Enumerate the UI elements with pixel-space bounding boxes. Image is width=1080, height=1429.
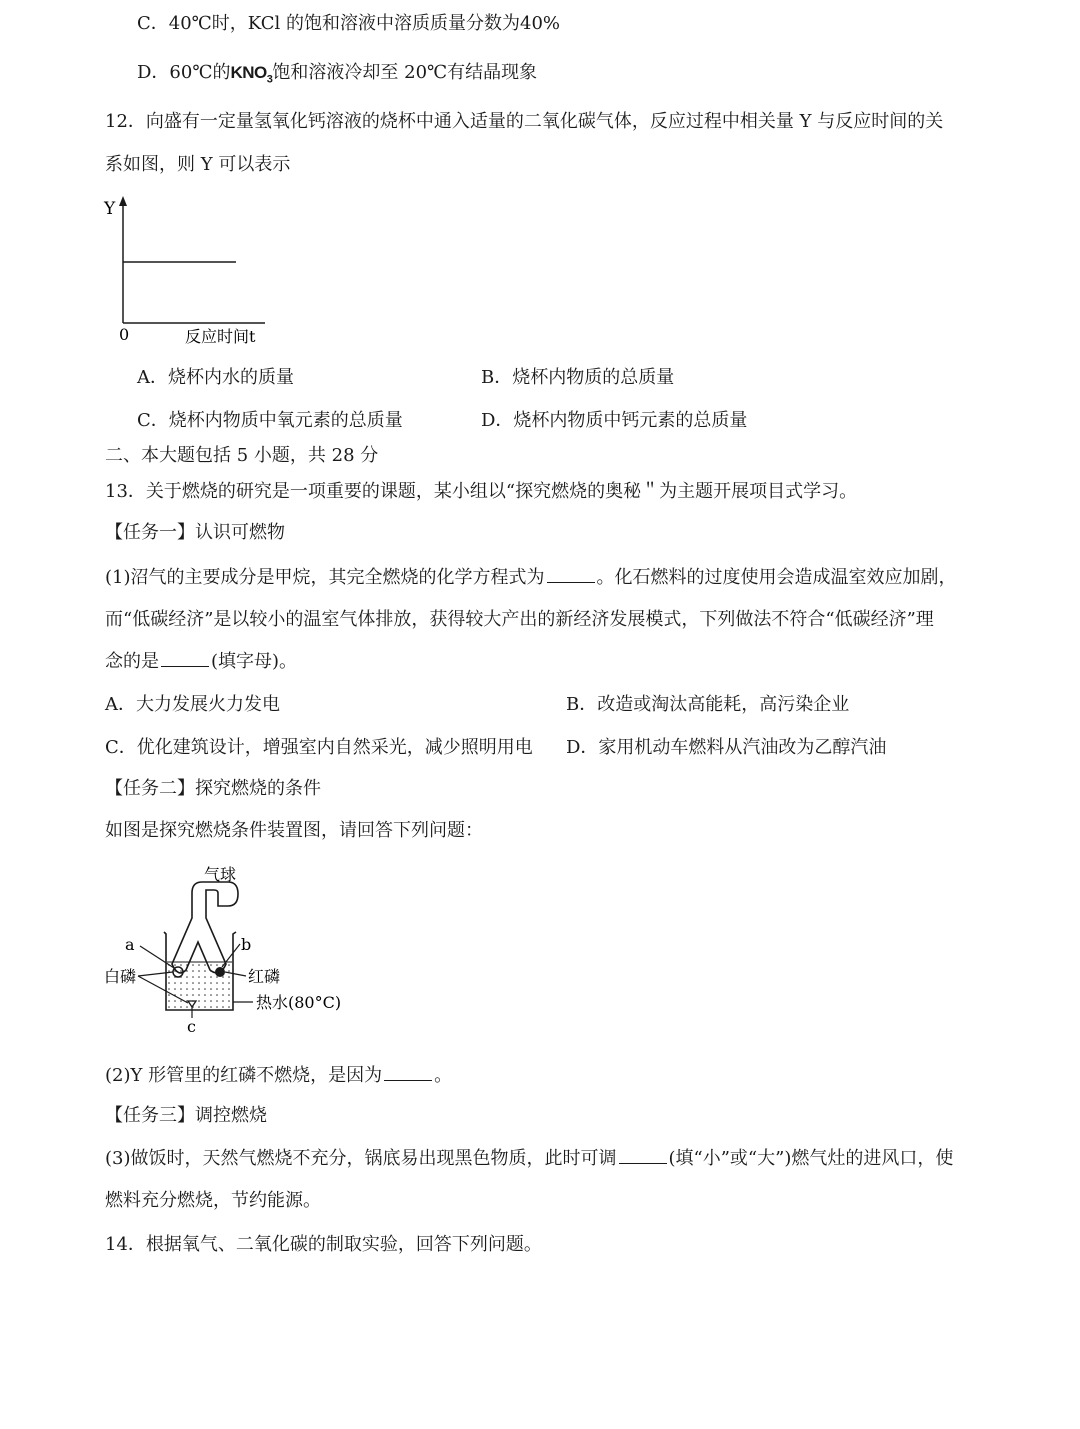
label-b: b [241,935,252,954]
answer-blank-inlet[interactable] [619,1147,667,1164]
label-c: c [187,1017,196,1036]
combustion-apparatus-diagram [100,860,360,1040]
q13-option-d: D．家用机动车燃料从汽油改为乙醇汽油 [566,737,887,758]
q11-option-d [137,61,537,91]
leader-a [140,946,174,968]
q13-part2-text-a: (2)Y 形管里的红磷不燃烧，是因为 [105,1065,383,1086]
graph-origin-label: 0 [119,325,130,344]
label-a: a [125,935,135,954]
q13-part1-line1 [105,566,957,590]
q12-stem-line2: 系如图，则 Y 可以表示 [105,154,291,175]
q13-part1-line3-a: 念的是 [105,651,159,672]
label-red-phosphorus: 红磷 [248,967,281,986]
q13-figure-intro: 如图是探究燃烧条件装置图，请回答下列问题： [105,820,483,841]
q12-stem-line1: 12．向盛有一定量氢氧化钙溶液的烧杯中通入适量的二氧化碳气体，反应过程中相关量 Y 与反应时间的关 [105,111,944,132]
q13-part1-line2: 而“低碳经济”是以较小的温室气体排放，获得较大产出的新经济发展模式，下列做法不符合“低碳经济”理 [105,609,934,630]
kno3-main: KNO [230,63,267,82]
balloon [192,882,238,906]
q13-part3-line2: 燃料充分燃烧，节约能源。 [105,1190,321,1211]
q13-part3-line1 [105,1147,953,1171]
q14-stem: 14．根据氧气、二氧化碳的制取实验，回答下列问题。 [105,1234,542,1255]
q11-option-d-suffix: 饱和溶液冷却至 20℃有结晶现象 [272,62,538,83]
q13-part2-text-b: 。 [434,1065,453,1086]
label-balloon: 气球 [204,865,237,884]
q12-option-b: B．烧杯内物质的总质量 [481,367,675,388]
q13-option-b: B．改造或淘汰高能耗，高污染企业 [566,694,850,715]
q13-part1-line3 [105,650,297,674]
q13-part2 [105,1064,452,1088]
answer-blank-equation[interactable] [547,566,595,583]
q11-option-d-prefix: D．60℃的 [137,62,231,83]
answer-blank-letter[interactable] [161,650,209,667]
label-hot-water: 热水(80°C) [256,993,342,1012]
q13-task1-heading: 【任务一】认识可燃物 [105,522,285,543]
q13-option-a: A．大力发展火力发电 [105,694,280,715]
answer-blank-reason[interactable] [384,1064,432,1081]
q13-task3-heading: 【任务三】调控燃烧 [105,1105,267,1126]
graph-y-label: Y [104,199,116,219]
q12-option-a: A．烧杯内水的质量 [137,367,294,388]
q13-option-c: C．优化建筑设计，增强室内自然采光，减少照明用电 [105,737,533,758]
q13-part1-text-a: (1)沼气的主要成分是甲烷，其完全燃烧的化学方程式为 [105,567,545,588]
q13-part1-text-b: 。化石燃料的过度使用会造成温室效应加剧， [596,567,957,588]
label-white-phosphorus: 白磷 [104,967,137,986]
graph-x-label: 反应时间t [185,327,256,346]
q12-option-c: C．烧杯内物质中氧元素的总质量 [137,410,403,431]
graph-y-arrow [119,196,127,206]
q13-task2-heading: 【任务二】探究燃烧的条件 [105,778,321,799]
q11-option-c: C．40℃时，KCl 的饱和溶液中溶质质量分数为40% [137,13,561,34]
q13-part3-text-b: (填“小”或“大”)燃气灶的进风口，使 [668,1148,954,1169]
q12-graph [95,190,285,350]
q12-option-d: D．烧杯内物质中钙元素的总质量 [481,410,748,431]
q13-part3-text-a: (3)做饭时，天然气燃烧不充分，锅底易出现黑色物质，此时可调 [105,1148,617,1169]
section-2-heading: 二、本大题包括 5 小题，共 28 分 [105,445,379,466]
kno3-subscript: 3 [266,73,273,86]
kno3-formula [230,63,273,86]
q13-stem: 13．关于燃烧的研究是一项重要的课题，某小组以“探究燃烧的奥秘＂为主题开展项目式学习。 [105,481,858,502]
q13-part1-line3-b: (填字母)。 [211,651,298,672]
red-phosphorus-in-tube [215,967,225,977]
